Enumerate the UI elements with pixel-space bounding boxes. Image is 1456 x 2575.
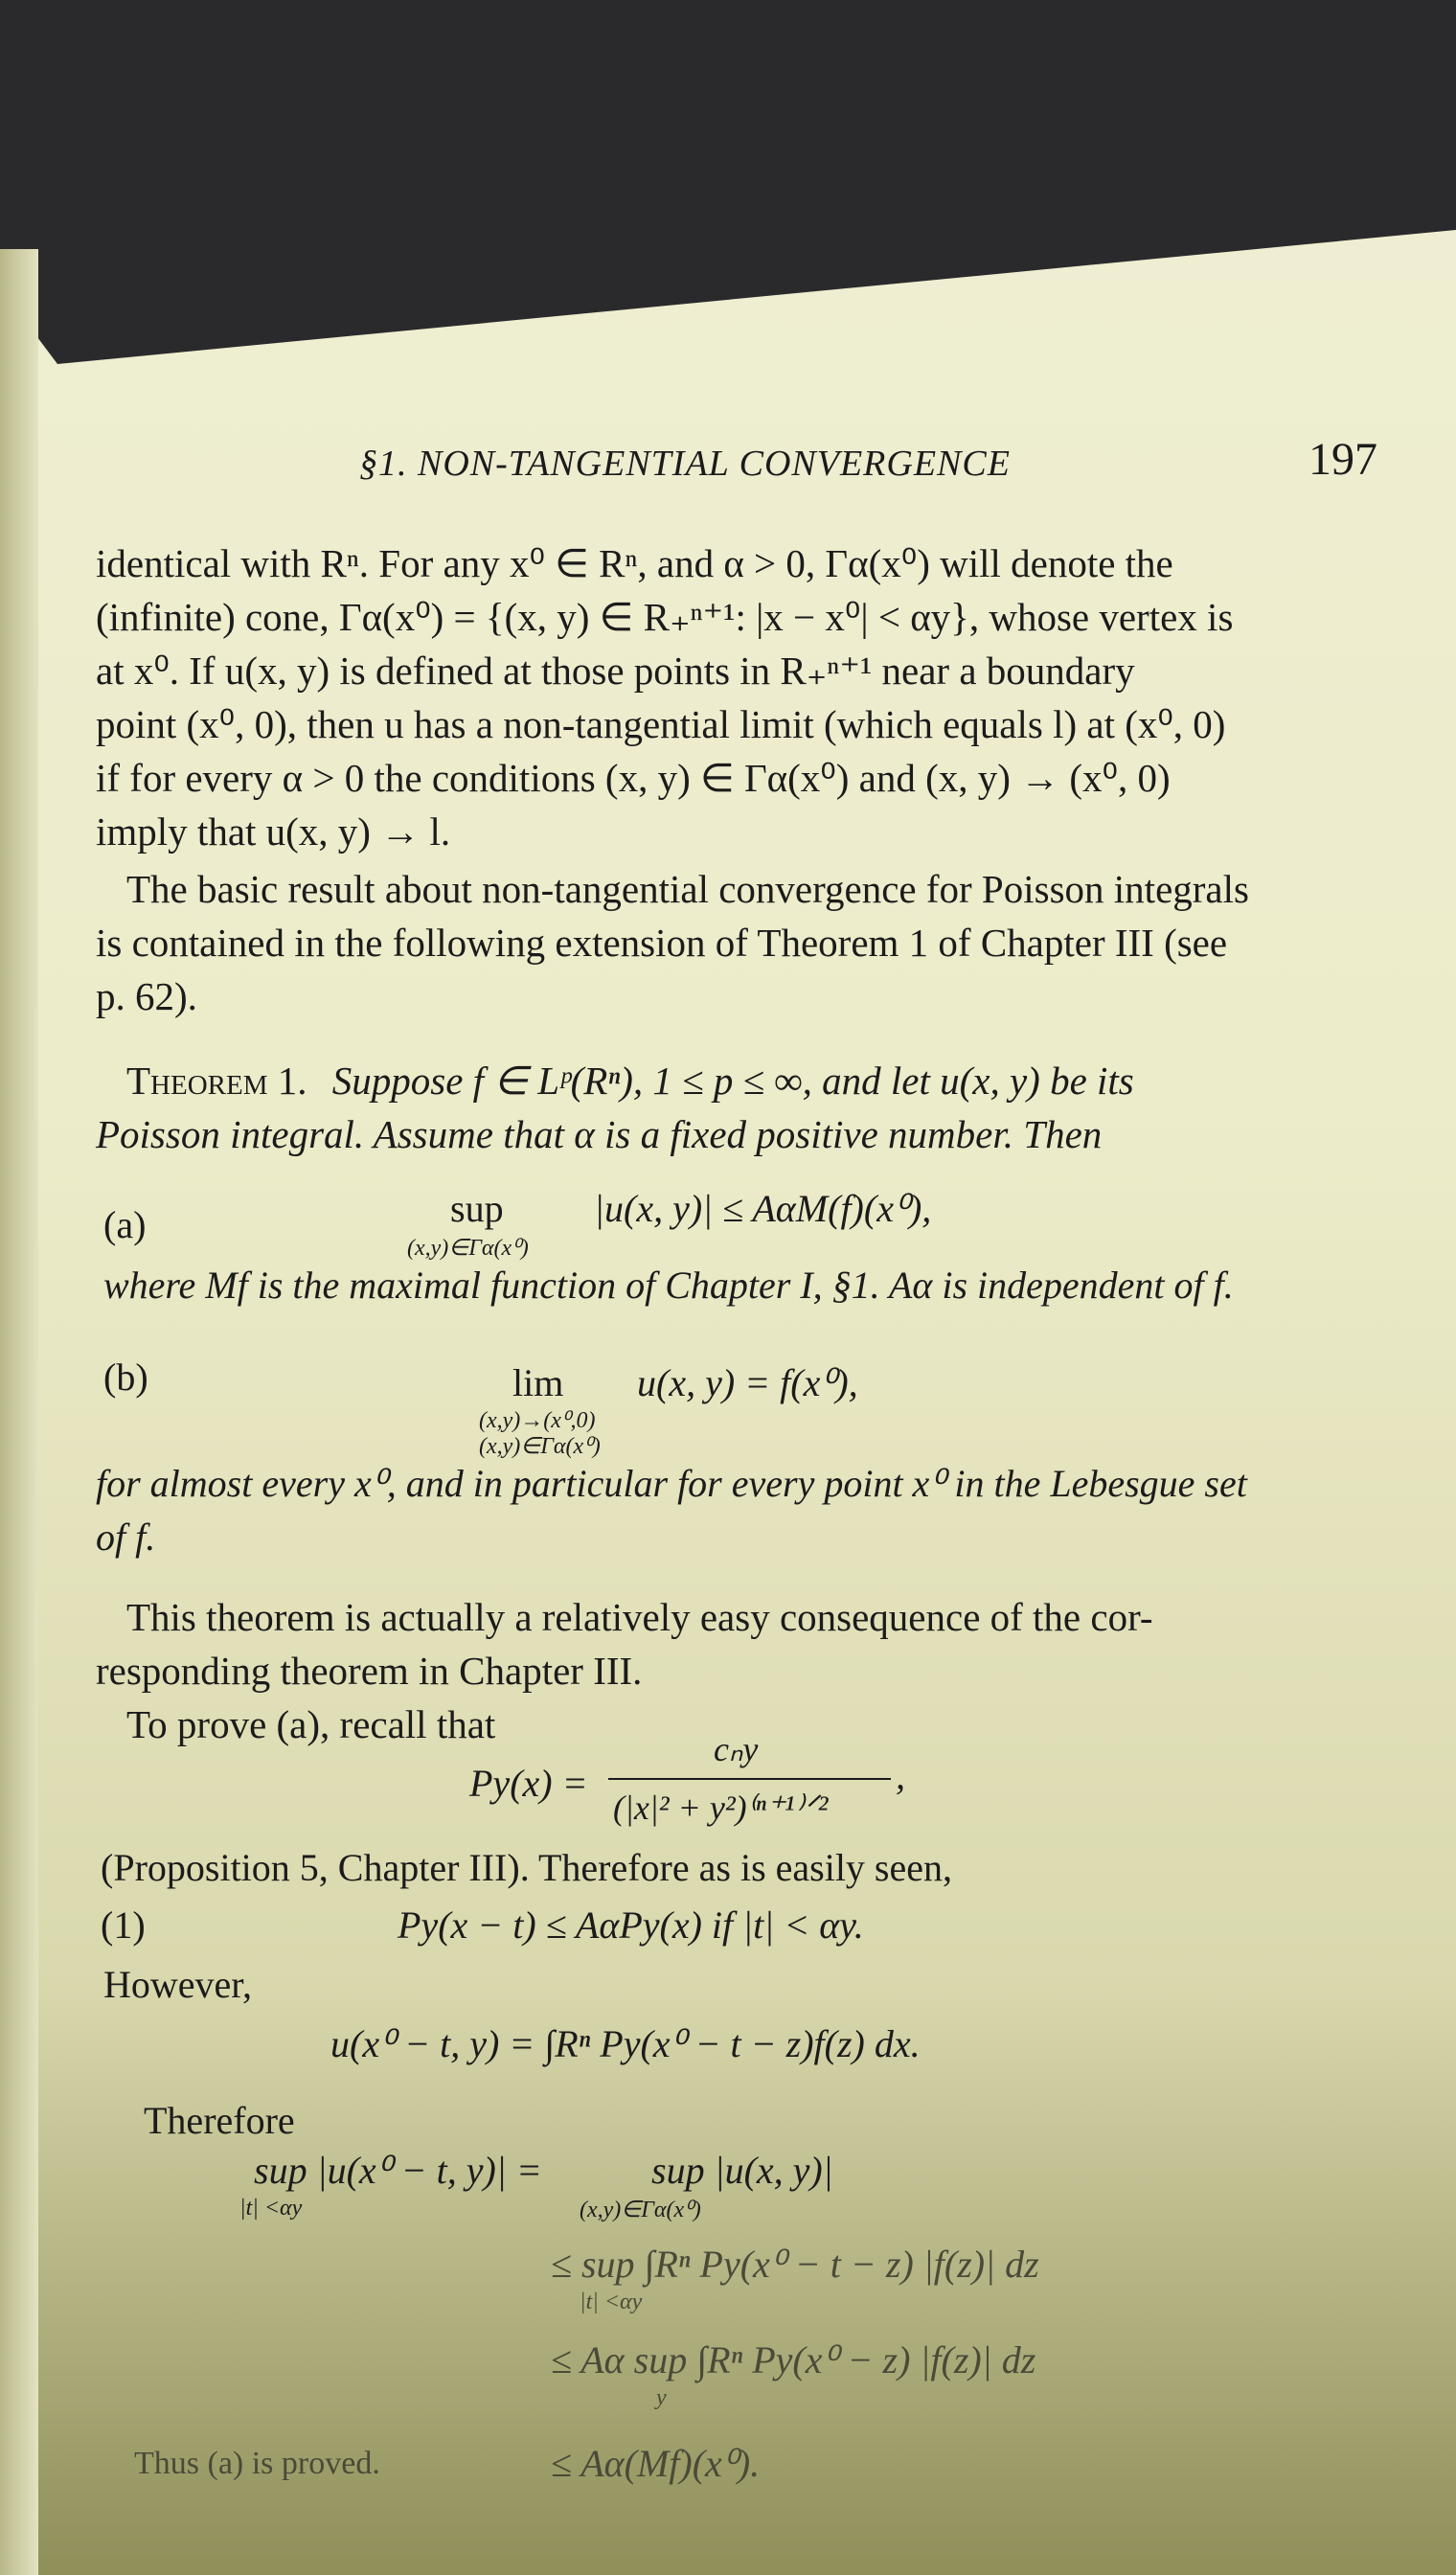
text-line: The basic result about non-tangential convergence for Poisson integrals xyxy=(126,867,1249,911)
chain-row1-left: sup |u(x⁰ − t, y)| = xyxy=(254,2149,542,2192)
text-line: point (x⁰, 0), then u has a non-tangential limit (which equals l) at (x⁰, 0) xyxy=(96,702,1226,746)
running-title: §1. NON-TANGENTIAL CONVERGENCE xyxy=(359,444,1011,484)
part-a-sup-subscript: (x,y)∈Γα(x⁰) xyxy=(407,1236,529,1261)
part-b-lim: lim xyxy=(512,1361,564,1404)
however-text: However, xyxy=(103,1963,252,2006)
part-a-sup: sup xyxy=(450,1187,504,1230)
text-line: is contained in the following extension of Theorem 1 of Chapter III (see xyxy=(96,921,1228,965)
text-line: imply that u(x, y) → l. xyxy=(96,809,451,854)
intro-paragraph xyxy=(96,536,1379,858)
chain-row3-subscript: y xyxy=(656,2385,667,2410)
part-b-note: for almost every x⁰, and in particular for every point x⁰ in the Lebesgue set xyxy=(96,1462,1247,1505)
chain-row1-right-subscript: (x,y)∈Γα(x⁰) xyxy=(580,2198,701,2222)
chain-row4: ≤ Aα(Mf)(x⁰). xyxy=(551,2442,761,2485)
text-line: if for every α > 0 the conditions (x, y) ∈ Γα(x⁰) and (x, y) → (x⁰, 0) xyxy=(96,756,1171,800)
text-line: This theorem is actually a relatively easy consequence of the cor- xyxy=(126,1595,1153,1639)
part-b-formula: u(x, y) = f(x⁰), xyxy=(637,1361,858,1404)
theorem-label: Theorem 1. xyxy=(126,1059,307,1103)
page-number: 197 xyxy=(1308,434,1377,485)
text-line: identical with Rⁿ. For any x⁰ ∈ Rⁿ, and α > 0, Γα(x⁰) will denote the xyxy=(96,541,1173,585)
chain-row1-left-subscript: |t| <αy xyxy=(239,2196,303,2221)
book-gutter xyxy=(0,249,38,2575)
proof-paragraph xyxy=(96,1590,1379,1751)
poisson-tail: , xyxy=(896,1754,905,1797)
part-a-formula: |u(x, y)| ≤ AαM(f)(x⁰), xyxy=(594,1187,932,1230)
poisson-lhs: Py(x) = xyxy=(469,1762,588,1805)
poisson-numerator: cₙy xyxy=(714,1730,759,1768)
fraction-bar xyxy=(608,1778,891,1780)
integral-equation: u(x⁰ − t, y) = ∫Rⁿ Py(x⁰ − t − z)f(z) dx. xyxy=(330,2022,921,2065)
eq1-formula: Py(x − t) ≤ AαPy(x) if |t| < αy. xyxy=(398,1903,864,1947)
part-b-lim-subscript: (x,y)∈Γα(x⁰) xyxy=(479,1434,601,1459)
chain-row1-right: sup |u(x, y)| xyxy=(651,2149,833,2192)
part-a-note: where Mf is the maximal function of Chapter I, §1. Aα is independent of f. xyxy=(103,1264,1234,1307)
text-line: (infinite) cone, Γα(x⁰) = {(x, y) ∈ R₊ⁿ⁺¹: |x − x⁰| < αy}, whose vertex is xyxy=(96,595,1234,639)
part-b-note: of f. xyxy=(96,1515,156,1559)
eq1-label: (1) xyxy=(101,1903,146,1947)
text-line: responding theorem in Chapter III. xyxy=(96,1649,643,1693)
basic-result-paragraph xyxy=(96,862,1379,1023)
theorem-line: Suppose f ∈ Lᵖ(Rⁿ), 1 ≤ p ≤ ∞, and let u(x, y) be its xyxy=(331,1059,1134,1103)
part-b-label: (b) xyxy=(103,1356,148,1399)
text-line: at x⁰. If u(x, y) is defined at those points in R₊ⁿ⁺¹ near a boundary xyxy=(96,649,1135,693)
text-line: p. 62). xyxy=(96,974,197,1018)
chain-row3: ≤ Aα sup ∫Rⁿ Py(x⁰ − z) |f(z)| dz xyxy=(551,2338,1036,2381)
therefore-text: Therefore xyxy=(144,2099,295,2142)
poisson-denominator: (|x|² + y²)⁽ⁿ⁺¹⁾ᐟ² xyxy=(613,1789,829,1827)
text-line: To prove (a), recall that xyxy=(126,1702,496,1746)
closing-text: Thus (a) is proved. xyxy=(134,2446,380,2481)
theorem-line: Poisson integral. Assume that α is a fixed positive number. Then xyxy=(96,1112,1103,1156)
part-b-lim-subscript: (x,y)→(x⁰,0) xyxy=(479,1408,596,1433)
proposition-line: (Proposition 5, Chapter III). Therefore as is easily seen, xyxy=(101,1846,953,1889)
chain-row2: ≤ sup ∫Rⁿ Py(x⁰ − t − z) |f(z)| dz xyxy=(551,2243,1039,2286)
part-a-label: (a) xyxy=(103,1203,147,1246)
theorem-statement xyxy=(96,1054,1379,1161)
chain-row2-subscript: |t| <αy xyxy=(580,2290,643,2314)
